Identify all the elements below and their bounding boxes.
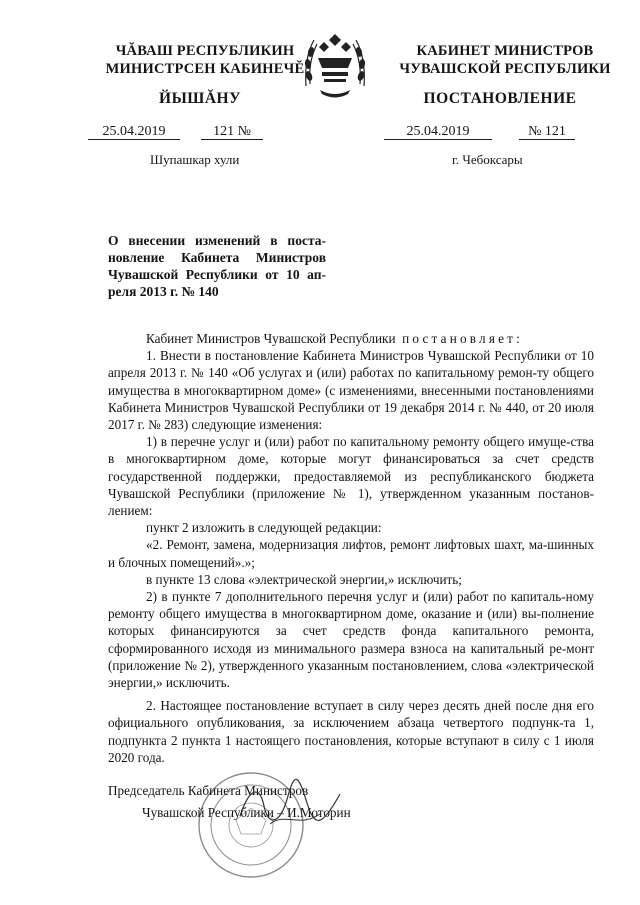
chuvash-emblem bbox=[300, 28, 370, 102]
left-date-number-row bbox=[88, 124, 263, 140]
right-date-number-row bbox=[384, 124, 575, 140]
preamble-decree-word: постановляет: bbox=[402, 331, 523, 346]
signatory-title: Председатель Кабинета Министров bbox=[108, 783, 309, 798]
right-document-type: ПОСТАНОВЛЕНИЕ bbox=[423, 90, 577, 107]
body-paragraph: пункт 2 изложить в следующей редакции: bbox=[146, 520, 382, 536]
body-paragraph: «2. Ремонт, замена, модернизация лифтов, ремонт лифтовых шахт, ма-шинных и блочных помещений».»; bbox=[108, 537, 594, 570]
left-organization-name bbox=[90, 42, 320, 78]
handwritten-signature bbox=[230, 776, 350, 836]
right-organization-name bbox=[380, 42, 630, 78]
left-org-line-1: ЧĂВАШ РЕСПУБЛИКИН bbox=[115, 43, 295, 59]
body-paragraph: 1. Внести в постановление Кабинета Министров Чувашской Республики от 10 апреля 2013 г. № 140 «Об услугах и (или) работах по капитальному ремон-ту общего имущества в многоквартирном доме» (с изменениями, внесенными постановлениями Кабинета Министров Чувашской Республики от 19 декабря 2014 г. № 440, от 20 июля 2017 г. № 283) следующие изменения: bbox=[108, 348, 594, 433]
document-body bbox=[108, 330, 594, 766]
document-title: О внесении изменений в поста-новление Кабинета Министров Чувашской Республики от 10 ап-реля 2013 г. № 140 bbox=[108, 233, 326, 299]
right-org-line-2: ЧУВАШСКОЙ РЕСПУБЛИКИ bbox=[399, 61, 611, 77]
right-date: 25.04.2019 bbox=[384, 124, 492, 140]
right-org-line-1: КАБИНЕТ МИНИСТРОВ bbox=[416, 43, 594, 59]
body-paragraph: 2. Настоящее постановление вступает в силу через десять дней после дня его официального опубликования, за исключением абзаца четвертого подпунк-та 1, подпункта 2 пункта 1 настоящего постановления, которые вступают в силу с 1 июля 2020 года. bbox=[108, 698, 594, 765]
body-paragraph: 2) в пункте 7 дополнительного перечня услуг и (или) работ по капиталь-ному ремонту общего имущества в многоквартирном доме, оказание и (или) вы-полнение которых финансируются за счет средств фонда капитального ремонта, сформированного исходя из минимального размера взноса на капитальный ре-монт (приложение № 2), утвержденного указанным постановлением, слова «электрической энергии,» исключить. bbox=[108, 589, 594, 691]
left-number: 121 № bbox=[201, 124, 263, 140]
body-paragraph: 1) в перечне услуг и (или) работ по капитальному ремонту общего имуще-ства в многоквартирном доме, которые могут финансироваться за счет средств государственной поддержки, предоставляемой из республиканского бюджета Чувашской Республики (приложение № 1), утвержденном указанным постанов-лением: bbox=[108, 434, 594, 519]
left-city: Шупашкар хули bbox=[150, 152, 240, 167]
left-org-line-2: МИНИСТРСЕН КАБИНЕЧĔ bbox=[105, 61, 305, 77]
signatory-name: Чувашской Республики – И.Моторин bbox=[142, 805, 351, 820]
left-date: 25.04.2019 bbox=[88, 124, 180, 140]
right-number: № 121 bbox=[519, 124, 575, 140]
body-paragraph: в пункте 13 слова «электрической энергии,» исключить; bbox=[146, 571, 462, 587]
preamble bbox=[108, 330, 594, 347]
right-city: г. Чебоксары bbox=[452, 152, 523, 167]
preamble-text: Кабинет Министров Чувашской Республики bbox=[146, 331, 396, 346]
left-document-type: ЙЫШĂНУ bbox=[159, 90, 241, 107]
